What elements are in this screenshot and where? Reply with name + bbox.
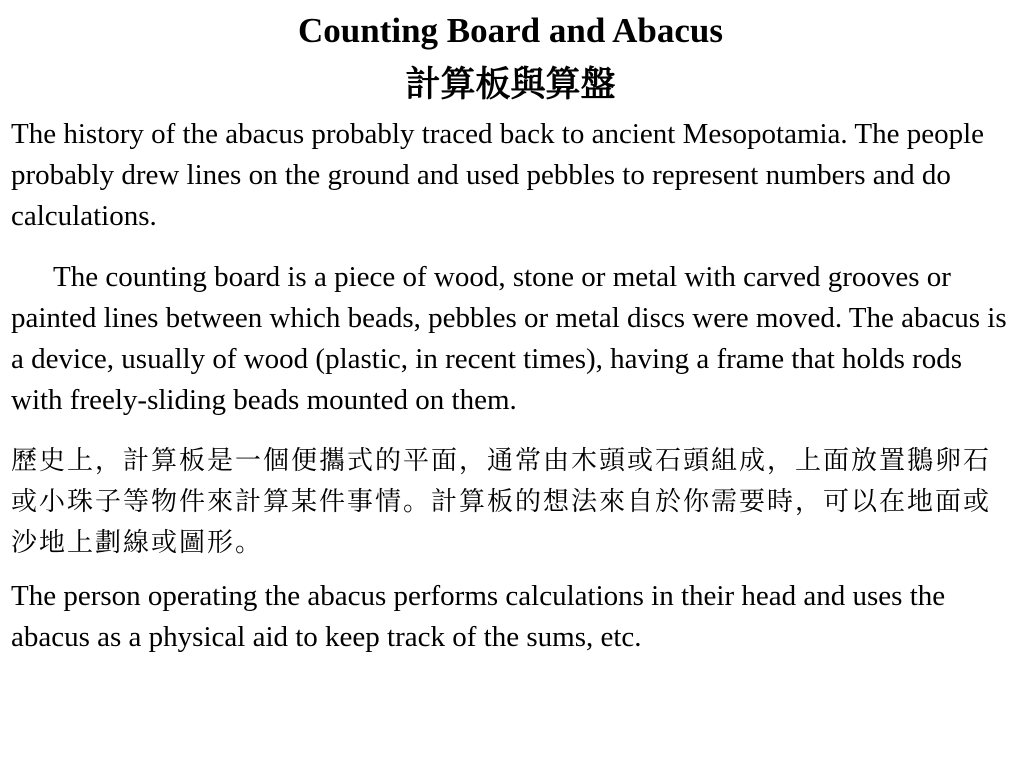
slide-title: Counting Board and Abacus <box>297 11 723 50</box>
slide-subtitle-chinese: 計算板與算盤 <box>405 64 616 105</box>
paragraph-history: The history of the abacus probably traced back to ancient Mesopotamia. The people probably drew lines on the ground and used pebbles to represent numbers and do calculations. <box>11 118 985 232</box>
paragraph-chinese: 歷史上，計算板是一個便攜式的平面，通常由木頭或石頭組成，上面放置鵝卵石或小珠子等物件來計算某件事情。計算板的想法來自於你需要時，可以在地面或沙地上劃線或圖形。 <box>11 446 992 558</box>
paragraph-operator: The person operating the abacus performs calculations in their head and uses the abacus as a physical aid to keep track of the sums, etc. <box>11 580 946 653</box>
paragraph-counting-board: The counting board is a piece of wood, stone or metal with carved grooves or painted lines between which beads, pebbles or metal discs were moved. The abacus is a device, usually of wood (plastic, in recent times), having a frame that holds rods with freely-sliding beads mounted on them. <box>11 261 1007 416</box>
